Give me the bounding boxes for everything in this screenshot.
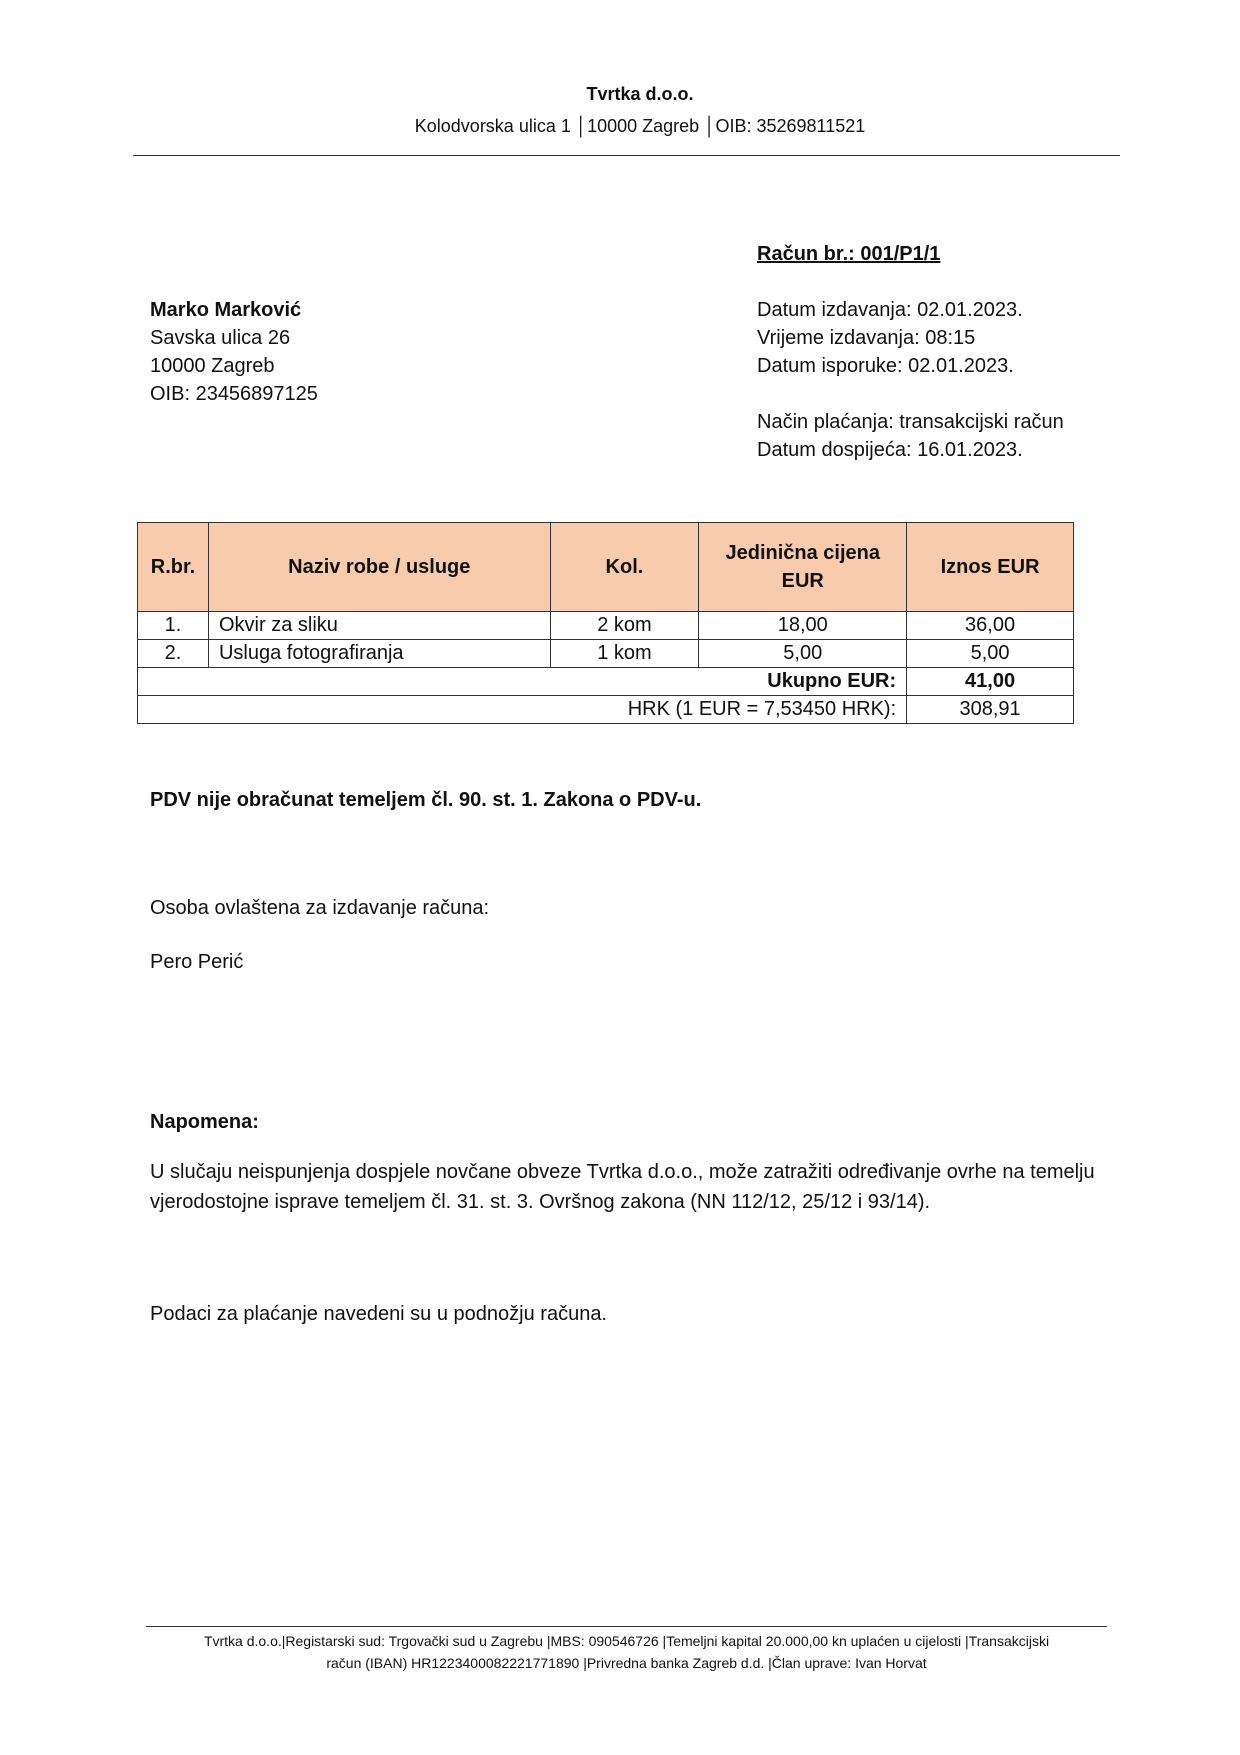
hrk-row [138, 696, 1074, 724]
items-table [137, 522, 1074, 724]
row-amount: 36,00 [907, 612, 1074, 640]
total-row [138, 668, 1074, 696]
col-header-name: Naziv robe / usluge [208, 523, 550, 612]
payment-method: Način plaćanja: transakcijski račun [757, 411, 1064, 433]
hrk-label: HRK (1 EUR = 7,53450 HRK): [138, 696, 907, 724]
hrk-value: 308,91 [907, 696, 1074, 724]
due-date: Datum dospijeća: 16.01.2023. [757, 439, 1023, 461]
invoice-meta [757, 296, 1064, 464]
table-row [138, 612, 1074, 640]
total-label: Ukupno EUR: [138, 668, 907, 696]
header-divider [133, 155, 1120, 156]
authorized-person-name: Pero Perić [150, 951, 244, 973]
buyer-name: Marko Marković [150, 299, 302, 321]
row-qty: 2 kom [550, 612, 699, 640]
issue-time: Vrijeme izdavanja: 08:15 [757, 327, 976, 349]
table-row [138, 640, 1074, 668]
col-header-amount: Iznos EUR [907, 523, 1074, 612]
authorized-person-label: Osoba ovlaštena za izdavanje računa: [150, 897, 490, 919]
payment-info-note: Podaci za plaćanje navedeni su u podnožju računa. [150, 1303, 607, 1325]
row-item-name: Usluga fotografiranja [208, 640, 550, 668]
note-text: U slučaju neispunjenja dospjele novčane obveze Tvrtka d.o.o., može zatražiti određivanje ovrhe na temelju vjerodostojne isprave temeljem čl. 31. st. 3. Ovršnog zakona (NN 112/12, 25/12 i 93/14). [150, 1161, 1095, 1213]
buyer-street: Savska ulica 26 [150, 327, 291, 349]
footer-line-2: račun (IBAN) HR1223400082221771890 |Privredna banka Zagreb d.d. |Član uprave: Ivan Horvat [326, 1655, 927, 1671]
row-unit-price: 18,00 [699, 612, 907, 640]
buyer-city: 10000 Zagreb [150, 355, 275, 377]
row-number: 1. [138, 612, 209, 640]
col-header-number: R.br. [138, 523, 209, 612]
row-number: 2. [138, 640, 209, 668]
note-title: Napomena: [150, 1111, 259, 1133]
row-item-name: Okvir za sliku [208, 612, 550, 640]
col-header-unit-price: Jedinična cijena EUR [699, 523, 907, 612]
buyer-oib: OIB: 23456897125 [150, 383, 318, 405]
table-header-row [138, 523, 1074, 612]
footer [146, 1630, 1107, 1674]
issue-date: Datum izdavanja: 02.01.2023. [757, 299, 1023, 321]
row-qty: 1 kom [550, 640, 699, 668]
vat-note: PDV nije obračunat temeljem čl. 90. st. 1. Zakona o PDV-u. [150, 789, 702, 811]
row-unit-price: 5,00 [699, 640, 907, 668]
footer-divider [146, 1626, 1107, 1627]
footer-line-1: Tvrtka d.o.o.|Registarski sud: Trgovački sud u Zagrebu |MBS: 090546726 |Temeljni kapital 20.000,00 kn uplaćen u cijelosti |Transakcijski [203, 1633, 1050, 1649]
total-value: 41,00 [907, 668, 1074, 696]
delivery-date: Datum isporuke: 02.01.2023. [757, 355, 1014, 377]
company-name: Tvrtka d.o.o. [586, 84, 694, 104]
col-header-qty: Kol. [550, 523, 699, 612]
buyer-block [150, 296, 318, 408]
company-address: Kolodvorska ulica 1 │10000 Zagreb │OIB: 35269811521 [414, 116, 866, 136]
row-amount: 5,00 [907, 640, 1074, 668]
invoice-title: Račun br.: 001/P1/1 [757, 243, 941, 265]
